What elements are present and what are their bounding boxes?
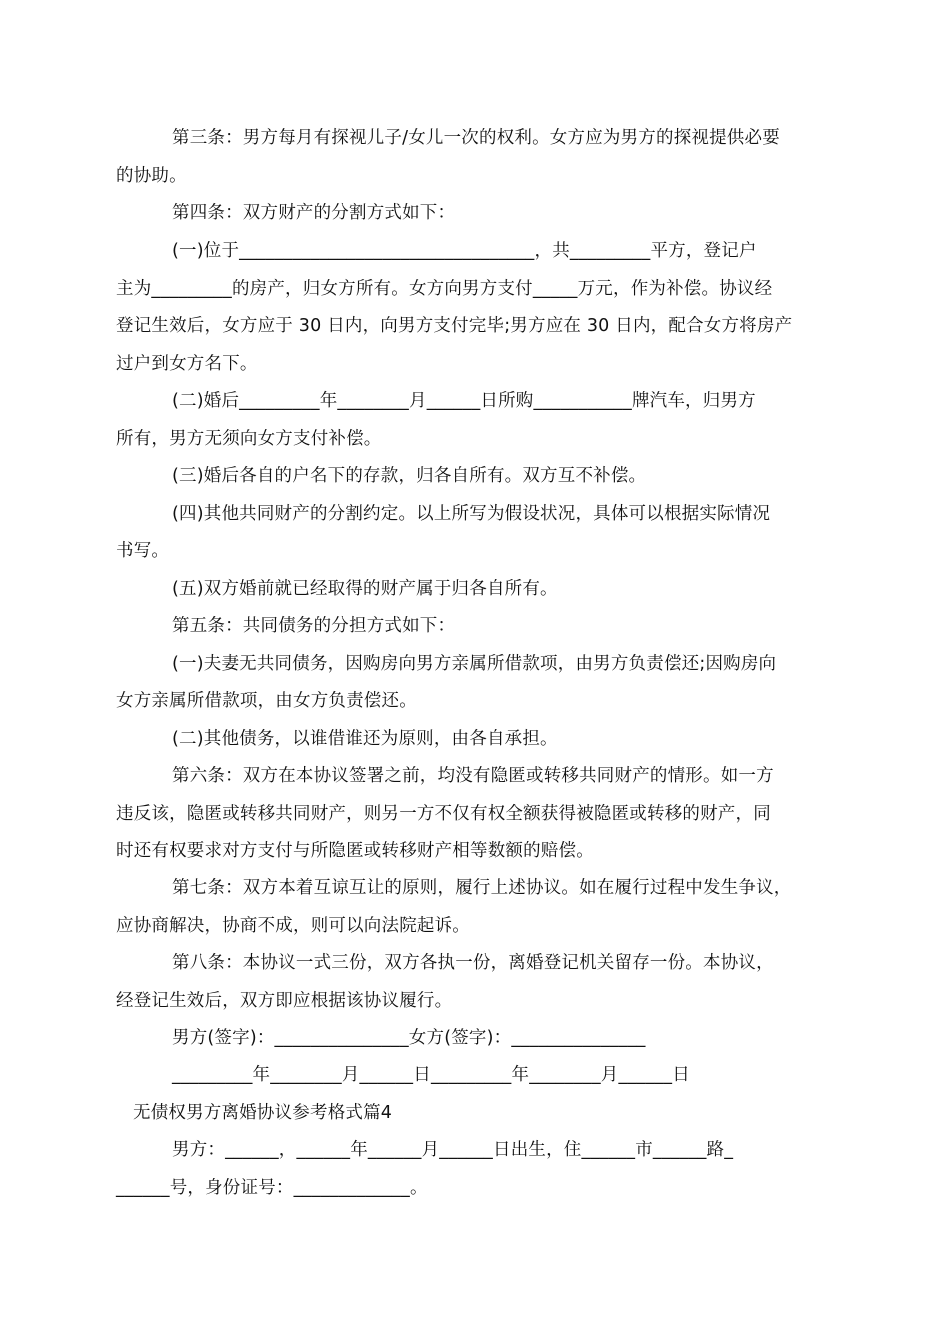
male-party-line-1: 男方：______，______年______月______日出生，住______市______路_ bbox=[172, 1140, 734, 1160]
clause-4-5: (五)双方婚前就已经取得的财产属于归各自所有。 bbox=[172, 579, 558, 599]
clause-4-1-line-2: 主为_________的房产，归女方所有。女方向男方支付_____万元，作为补偿。协议经 bbox=[116, 279, 773, 299]
signature-line: 男方(签字)：_______________女方(签字)：_______________ bbox=[172, 1028, 646, 1048]
article-3-line-2: 的协助。 bbox=[116, 166, 187, 186]
article-7-line-2: 应协商解决，协商不成，则可以向法院起诉。 bbox=[116, 916, 470, 936]
article-4-title: 第四条：双方财产的分割方式如下： bbox=[172, 203, 456, 223]
article-8-line-2: 经登记生效后，双方即应根据该协议履行。 bbox=[116, 991, 453, 1011]
article-8-line-1: 第八条：本协议一式三份，双方各执一份，离婚登记机关留存一份。本协议， bbox=[172, 953, 774, 973]
article-5-title: 第五条：共同债务的分担方式如下： bbox=[172, 616, 456, 636]
article-6-line-2: 违反该，隐匿或转移共同财产，则另一方不仅有权全额获得被隐匿或转移的财产，同 bbox=[116, 804, 771, 824]
clause-4-4-line-1: (四)其他共同财产的分割约定。以上所写为假设状况，具体可以根据实际情况 bbox=[172, 504, 771, 524]
article-6-line-3: 时还有权要求对方支付与所隐匿或转移财产相等数额的赔偿。 bbox=[116, 841, 594, 861]
section-heading: 无债权男方离婚协议参考格式篇4 bbox=[133, 1103, 393, 1123]
article-7-line-1: 第七条：双方本着互谅互让的原则，履行上述协议。如在履行过程中发生争议， bbox=[172, 878, 792, 898]
clause-4-1-line-1: (一)位于_________________________________，共_________平方，登记户 bbox=[172, 241, 757, 261]
article-6-line-1: 第六条：双方在本协议签署之前，均没有隐匿或转移共同财产的情形。如一方 bbox=[172, 766, 774, 786]
male-party-line-2: ______号，身份证号：_____________。 bbox=[116, 1178, 428, 1198]
article-3-line-1: 第三条：男方每月有探视儿子/女儿一次的权利。女方应为男方的探视提供必要 bbox=[172, 128, 780, 148]
clause-4-1-line-4: 过户到女方名下。 bbox=[116, 354, 258, 374]
clause-4-1-line-3: 登记生效后，女方应于 30 日内，向男方支付完毕;男方应在 30 日内，配合女方将房产 bbox=[116, 316, 793, 336]
clause-4-2-line-1: (二)婚后_________年________月______日所购___________牌汽车，归男方 bbox=[172, 391, 756, 411]
signature-date-line: _________年________月______日_________年________月______日 bbox=[172, 1065, 690, 1085]
clause-5-2: (二)其他债务，以谁借谁还为原则，由各自承担。 bbox=[172, 729, 558, 749]
clause-4-2-line-2: 所有，男方无须向女方支付补偿。 bbox=[116, 429, 382, 449]
clause-5-1-line-1: (一)夫妻无共同债务，因购房向男方亲属所借款项，由男方负责偿还;因购房向 bbox=[172, 654, 777, 674]
clause-5-1-line-2: 女方亲属所借款项，由女方负责偿还。 bbox=[116, 691, 417, 711]
clause-4-4-line-2: 书写。 bbox=[116, 541, 170, 561]
clause-4-3: (三)婚后各自的户名下的存款，归各自所有。双方互不补偿。 bbox=[172, 466, 647, 486]
